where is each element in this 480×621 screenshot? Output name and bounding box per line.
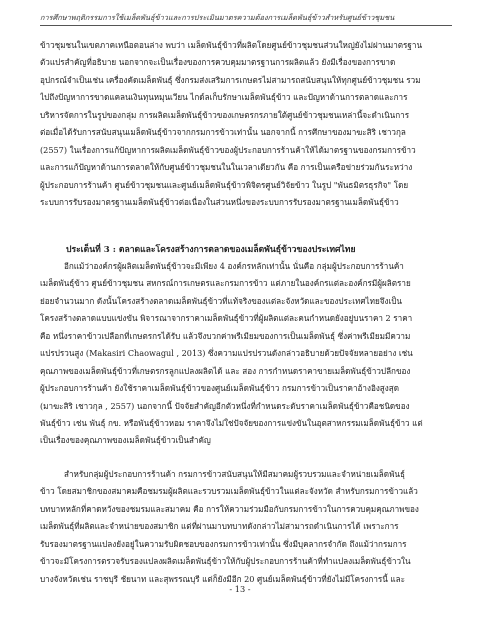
text-line: เมล็ดพันธุ์ข้าว ศูนย์ข้าวชุมชน สหกรณ์การเกษตรและกรมการข้าว แต่ภายในองค์กรแต่ละองค์กรมีผู้ผลิตราย [40, 278, 411, 289]
text-line: พันธุ์ข้าว เช่น พันธุ์ กข. หรือพันธุ์ข้าวหอม ราคาจึงไม่ใช่ปัจจัยของการแข่งขันในอุตสาหกรรมเมล็ดพันธุ์ข้าว แต่ [40, 417, 423, 428]
text-line: อุปกรณ์จำเป็นเช่น เครื่องคัดเมล็ดพันธุ์ ซึ่งกรมส่งเสริมการเกษตรไม่สามารถสนับสนุนให้ทุกศูนย์ข้าวชุมชน รวม [40, 74, 421, 85]
paragraph-1 [40, 37, 452, 211]
text-line: ผู้ประกอบการร้านค้า ยังใช้ราคาเมล็ดพันธุ์ข้าวของศูนย์เมล็ดพันธุ์ข้าว กรมการข้าวเป็นราคาอ้างอิงสูงสุด [40, 383, 399, 394]
text-line: ย่อยจำนวนมาก ดังนั้นโครงสร้างตลาดเมล็ดพันธุ์ข้าวที่แท้จริงของแต่ละจังหวัดและของประเทศไทยจึงเป็น [40, 295, 402, 306]
running-header: การศึกษาพฤติกรรมการใช้เมล็ดพันธุ์ข้าวและการประเมินมาตรความต้องการเมล็ดพันธุ์ข้าวสำหรับศูนย์ข้าวชุมชน [40, 13, 395, 22]
paragraph-2 [40, 258, 452, 450]
header-divider [40, 25, 452, 26]
text-line: บทบาทหลักที่คาดหวังของชมรมและสมาคม คือ การให้ความร่วมมือกับกรมการข้าวในการควบคุมคุณภาพของ [40, 503, 419, 514]
text-line: ระบบการรับรองมาตรฐานเมล็ดพันธุ์ข้าวต่อเนื่องในส่วนหนึ่งของระบบการรับรองมาตรฐานเมล็ดพันธุ์ข้าว [40, 196, 399, 207]
text-line: (มาฆะสิริ เชาวกุล , 2557) นอกจากนี้ ปัจจัยสำคัญอีกตัวหนึ่งที่กำหนดระดับราคาเมล็ดพันธุ์ข้าวคือชนิดของ [40, 400, 410, 411]
text-line: ผู้ประกอบการร้านค้า ศูนย์ข้าวชุมชนและศูนย์เมล็ดพันธุ์ข้าวพิจิตรศูนย์วิจัยข้าว ในรูป "พันธมิตรธุรกิจ" โดย [40, 179, 409, 190]
text-line: ต่อเมื่อได้รับการสนับสนุนเมล็ดพันธุ์ข้าวจากกรมการข้าวเท่านั้น นอกจากนี้ การศึกษาของมาฆะสิริ เชาวกุล [40, 127, 406, 138]
text-line: คุณภาพของเมล็ดพันธุ์ข้าวที่เกษตรกรลูกแปลงผลิตได้ และ สอง การกำหนดราคาขายเมล็ดพันธุ์ข้าวปลีกของ [40, 365, 411, 376]
text-line: คือ หนึ่งราคาข้าวเปลือกที่เกษตรกรได้รับ แล้วจึงบวกค่าพรีเมียมของการเป็นเมล็ดพันธุ์ ซึ่งค่าพรีเมียมมีความ [40, 330, 411, 341]
text-line: ข้าวชุมชนในเขตภาคเหนือตอนล่าง พบว่า เมล็ดพันธุ์ข้าวที่ผลิตโดยศูนย์ข้าวชุมชนส่วนใหญ่ยังไม่ผ่านมาตรฐาน [40, 40, 423, 50]
text-line: รับรองมาตรฐานแปลงยังอยู่ในความรับผิดชอบของกรมการข้าวเท่านั้น ซึ่งมีบุคลากรจำกัด ถึงแม้ว่ากรมการ [40, 538, 407, 549]
text-line: ข้าวจะมีโครงการตรวจรับรองแปลงผลิตเมล็ดพันธุ์ข้าวให้กับผู้ประกอบการร้านค้าที่ทำแปลงเมล็ดพันธุ์ข้าวใน [40, 556, 411, 567]
text-line: ข้าว โดยสมาชิกของสมาคมคือชมรมผู้ผลิตและรวบรวมเมล็ดพันธุ์ข้าวในแต่ละจังหวัด สำหรับกรมการข้าวแล้ว [40, 486, 418, 497]
text-line: สำหรับกลุ่มผู้ประกอบการร้านค้า กรมการข้าวสนับสนุนให้มีสมาคมผู้รวบรวมและจำหน่ายเมล็ดพันธุ์ [64, 469, 405, 479]
text-line: เมล็ดพันธุ์ที่ผลิตและจำหน่ายของสมาชิก แต่ที่ผ่านมาบทบาทดังกล่าวไม่สามารถดำเนินการได้ เพราะการ [40, 521, 399, 532]
text-line: บางจังหวัดเช่น ราชบุรี ชัยนาท และสุพรรณบุรี แต่ก็ยังมีอีก 20 ศูนย์เมล็ดพันธุ์ข้าวที่ยังไม่มีโครงการนี้ และ [40, 573, 405, 584]
text-line: เป็นเรื่องของคุณภาพของเมล็ดพันธุ์ข้าวเป็นสำคัญ [40, 435, 211, 446]
text-line: อีกแม้ว่าองค์กรผู้ผลิตเมล็ดพันธุ์ข้าวจะมีเพียง 4 องค์กรหลักเท่านั้น นั่นคือ กลุ่มผู้ประกอบการร้านค้า [64, 261, 404, 271]
paragraph-3 [40, 466, 452, 588]
text-line: ไปถึงปัญหาการขาดแคลนเงินทุนหมุนเวียน ไกด์ลเก็บรักษาเมล็ดพันธุ์ข้าว และปัญหาด้านการตลาดและการ [40, 92, 408, 103]
text-line: แปรปรวนสูง (Makasiri Chaowagul , 2013) ซึ่งความแปรปรวนดังกล่าวอธิบายด้วยปัจจัยหลายอย่าง เช่น [40, 348, 413, 359]
text-line: บริหารจัดการในรูปของกลุ่ม การผลิตเมล็ดพันธุ์ข้าวของเกษตรกรภายใต้ศูนย์ข้าวชุมชนเหล่านี้จะดำเนินการ [40, 109, 410, 120]
page-number: - 13 - [229, 584, 251, 594]
text-line: โครงสร้างตลาดแบบแข่งขัน พิจารณาจากราคาเมล็ดพันธุ์ข้าวที่ผู้ผลิตแต่ละคนกำหนดยังอยู่บนราคา 2 ราคา [40, 313, 413, 324]
text-line: (2557) ในเรื่องการแก้ปัญหาการผลิตเมล็ดพันธุ์ข้าวของผู้ประกอบการร้านค้าให้ได้มาตรฐานของกรมการข้าว [40, 144, 416, 155]
text-line: ตัวแปรสำคัญที่อธิบาย นอกจากจะเป็นเรื่องของการควบคุมมาตรฐานการผลิตแล้ว ยังมีเรื่องของการขาด [40, 57, 396, 68]
section-heading: ประเด็นที่ 3 : ตลาดและโครงสร้างการตลาดของเมล็ดพันธุ์ข้าวของประเทศไทย [66, 245, 356, 255]
text-line: และการแก้ปัญหาด้านการตลาดให้กับศูนย์ข้าวชุมชนในในเวลาเดียวกัน คือ การเป็นเครือข่ายร่วมกันระหว่าง [40, 162, 413, 173]
